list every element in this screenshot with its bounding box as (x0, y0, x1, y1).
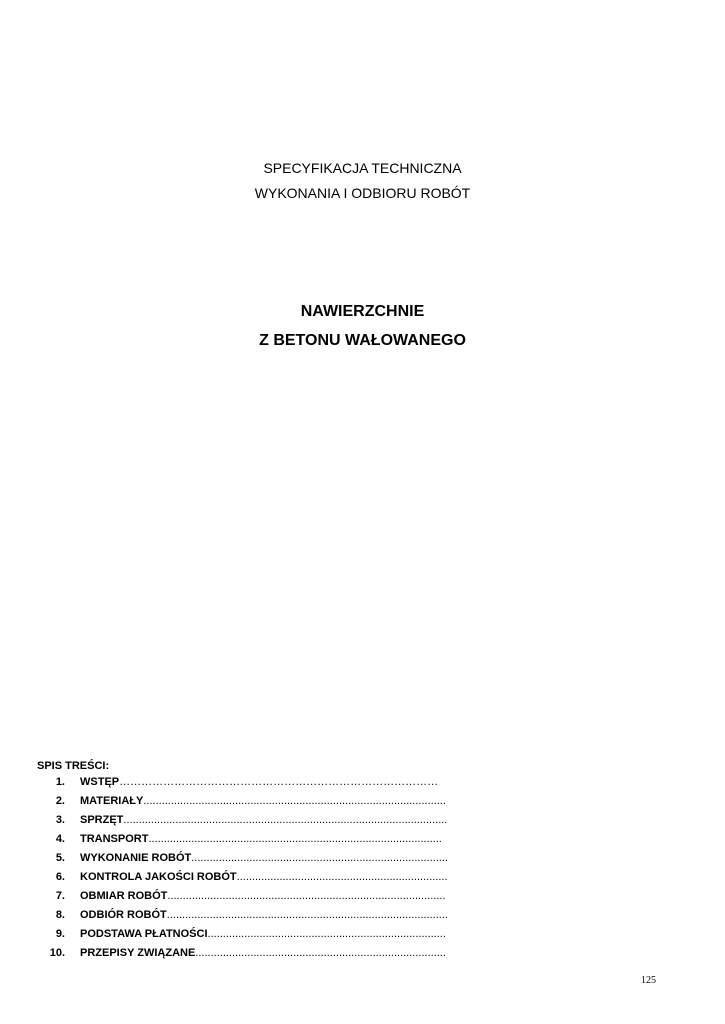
toc-item-label: OBMIAR ROBÓT (80, 890, 168, 902)
toc-item-label-wrap (80, 852, 448, 864)
toc-item-leader: .............................................................................. (207, 928, 446, 940)
toc-item-label-wrap (80, 947, 446, 959)
toc-item-label: KONTROLA JAKOŚCI ROBÓT (80, 871, 237, 883)
toc-item-number: 8. (55, 909, 65, 921)
toc-item-label: ODBIÓR ROBÓT (80, 909, 167, 921)
spec-header-line-1: SPECYFIKACJA TECHNICZNA (263, 160, 462, 176)
toc-item-number: 9. (55, 928, 65, 940)
toc-item-leader: ........................................................................................... (167, 890, 446, 902)
toc-item-label: TRANSPORT (80, 833, 149, 845)
toc-item-label-wrap (80, 833, 442, 845)
toc-item-number: 3. (55, 814, 65, 826)
toc-item-label: PODSTAWA PŁATNOŚCI (80, 928, 208, 940)
spec-header-line-2: WYKONANIA I ODBIORU ROBÓT (254, 185, 471, 201)
toc-item-label-wrap (80, 871, 448, 883)
toc-item-number: 1. (55, 776, 65, 788)
toc-item-leader: ............................................................................................ (166, 909, 448, 921)
toc-item-number: 2. (55, 795, 65, 807)
document-title-line-2: Z BETONU WAŁOWANEGO (259, 332, 466, 349)
toc-item-leader: ................................................................................................ (148, 833, 442, 845)
toc-item-leader: .......................................................................................................... (123, 814, 448, 826)
toc-item-label-wrap (80, 795, 446, 807)
toc-item-number: 5. (55, 852, 65, 864)
toc-item-number: 7. (55, 890, 65, 902)
toc-item-label-wrap (80, 928, 446, 940)
toc-item-label-wrap (80, 776, 438, 788)
toc-item-leader: .................................................................................... (191, 852, 448, 864)
toc-item-leader: …………………………………………………………………………… (119, 776, 439, 788)
toc-item-number: 6. (55, 871, 65, 883)
toc-item-leader: ..................................................................... (236, 871, 448, 883)
toc-heading: SPIS TREŚCI: (37, 760, 110, 772)
toc-item-label: PRZEPISY ZWIĄZANE (80, 947, 196, 959)
toc-item-label: WYKONANIE ROBÓT (80, 852, 192, 864)
toc-item-label: SPRZĘT (80, 814, 124, 826)
toc-item-number: 10. (49, 947, 65, 959)
page-number: 125 (641, 975, 656, 986)
toc-item-leader: .................................................................................. (195, 947, 446, 959)
document-title-line-1: NAWIERZCHNIE (300, 303, 425, 320)
toc-item-label: MATERIAŁY (80, 795, 144, 807)
toc-item-label: WSTĘP (80, 776, 120, 788)
toc-item-number: 4. (55, 833, 65, 845)
toc-item-label-wrap (80, 814, 447, 826)
toc-item-label-wrap (80, 890, 446, 902)
toc-item-label-wrap (80, 909, 448, 921)
toc-item-leader: ................................................................................................... (143, 795, 446, 807)
